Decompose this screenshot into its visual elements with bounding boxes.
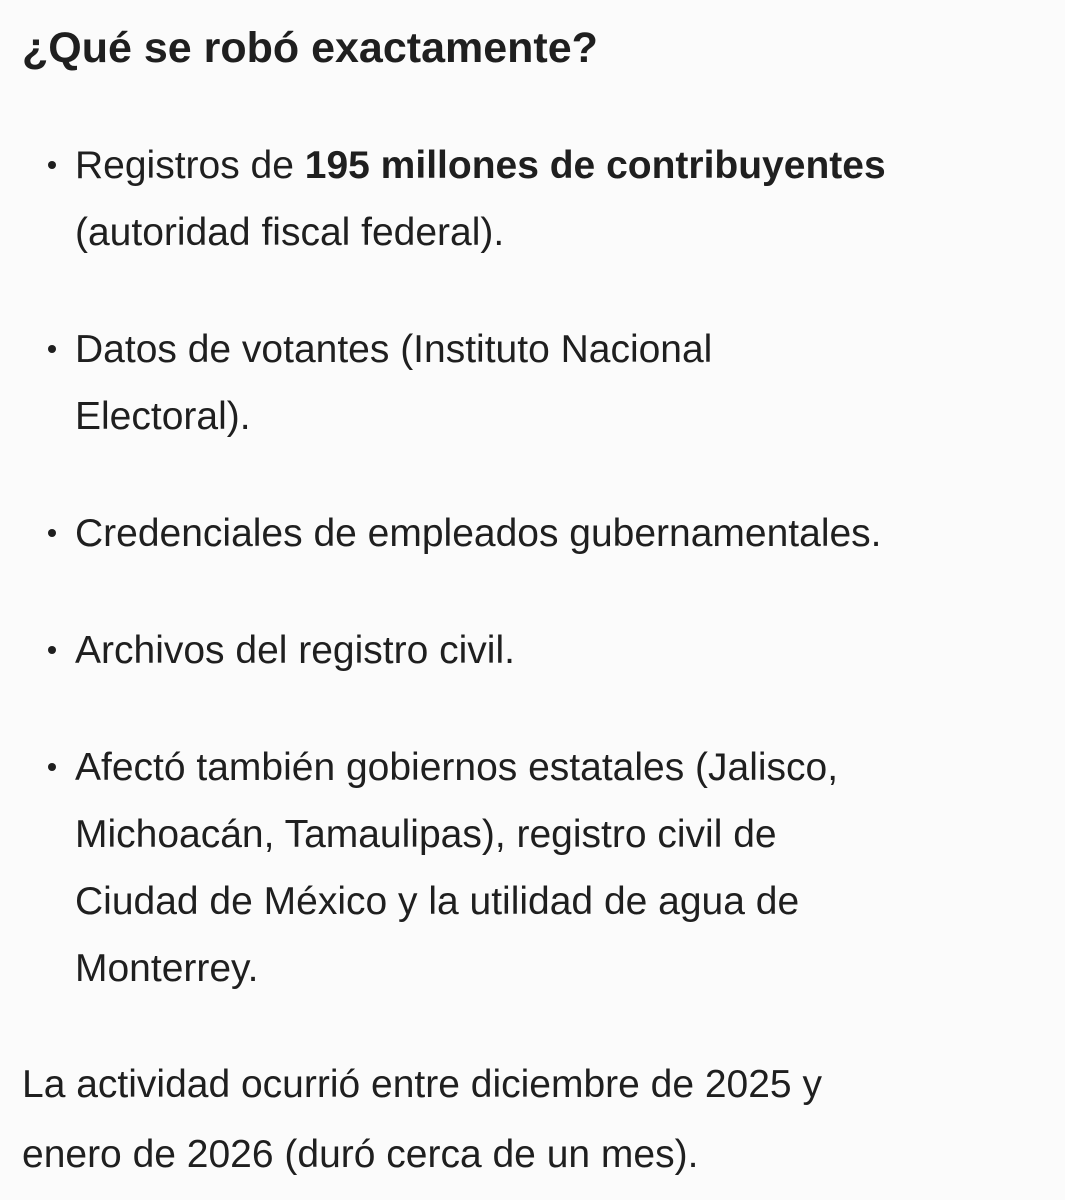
closing-paragraph [22, 1050, 1022, 1190]
bullet-dot-icon [48, 345, 56, 353]
list-item-line: Afectó también gobiernos estatales (Jalisco, [75, 746, 839, 789]
section-heading: ¿Qué se robó exactamente? [22, 24, 598, 72]
stolen-data-list [44, 132, 1034, 1052]
closing-line: enero de 2026 (duró cerca de un mes). [22, 1133, 699, 1176]
list-item-state-governments [44, 734, 1034, 1002]
bullet-dot-icon [48, 529, 56, 537]
list-item-line: Michoacán, Tamaulipas), registro civil de [75, 813, 777, 856]
bullet-dot-icon [48, 646, 56, 654]
list-item-government-credentials [44, 500, 1034, 567]
list-item-line [75, 132, 1034, 199]
list-item-line: Monterrey. [75, 947, 259, 990]
list-item-line: Ciudad de México y la utilidad de agua de [75, 880, 800, 923]
list-item-line: Archivos del registro civil. [75, 629, 515, 672]
list-item-line: Datos de votantes (Instituto Nacional [75, 328, 713, 371]
list-item-taxpayer-records [44, 132, 1034, 266]
closing-line: La actividad ocurrió entre diciembre de 2025 y [22, 1063, 822, 1106]
list-item-civil-registry [44, 617, 1034, 684]
highlighted-text: 195 millones de contribuyentes [304, 144, 886, 187]
list-item-line: Credenciales de empleados gubernamentales. [75, 512, 882, 555]
list-item-voter-data [44, 316, 1034, 450]
bullet-dot-icon [48, 161, 56, 169]
list-item-line: (autoridad fiscal federal). [75, 211, 505, 254]
bullet-dot-icon [48, 763, 56, 771]
list-item-text: Registros de [75, 144, 305, 187]
list-item-line: Electoral). [75, 395, 251, 438]
